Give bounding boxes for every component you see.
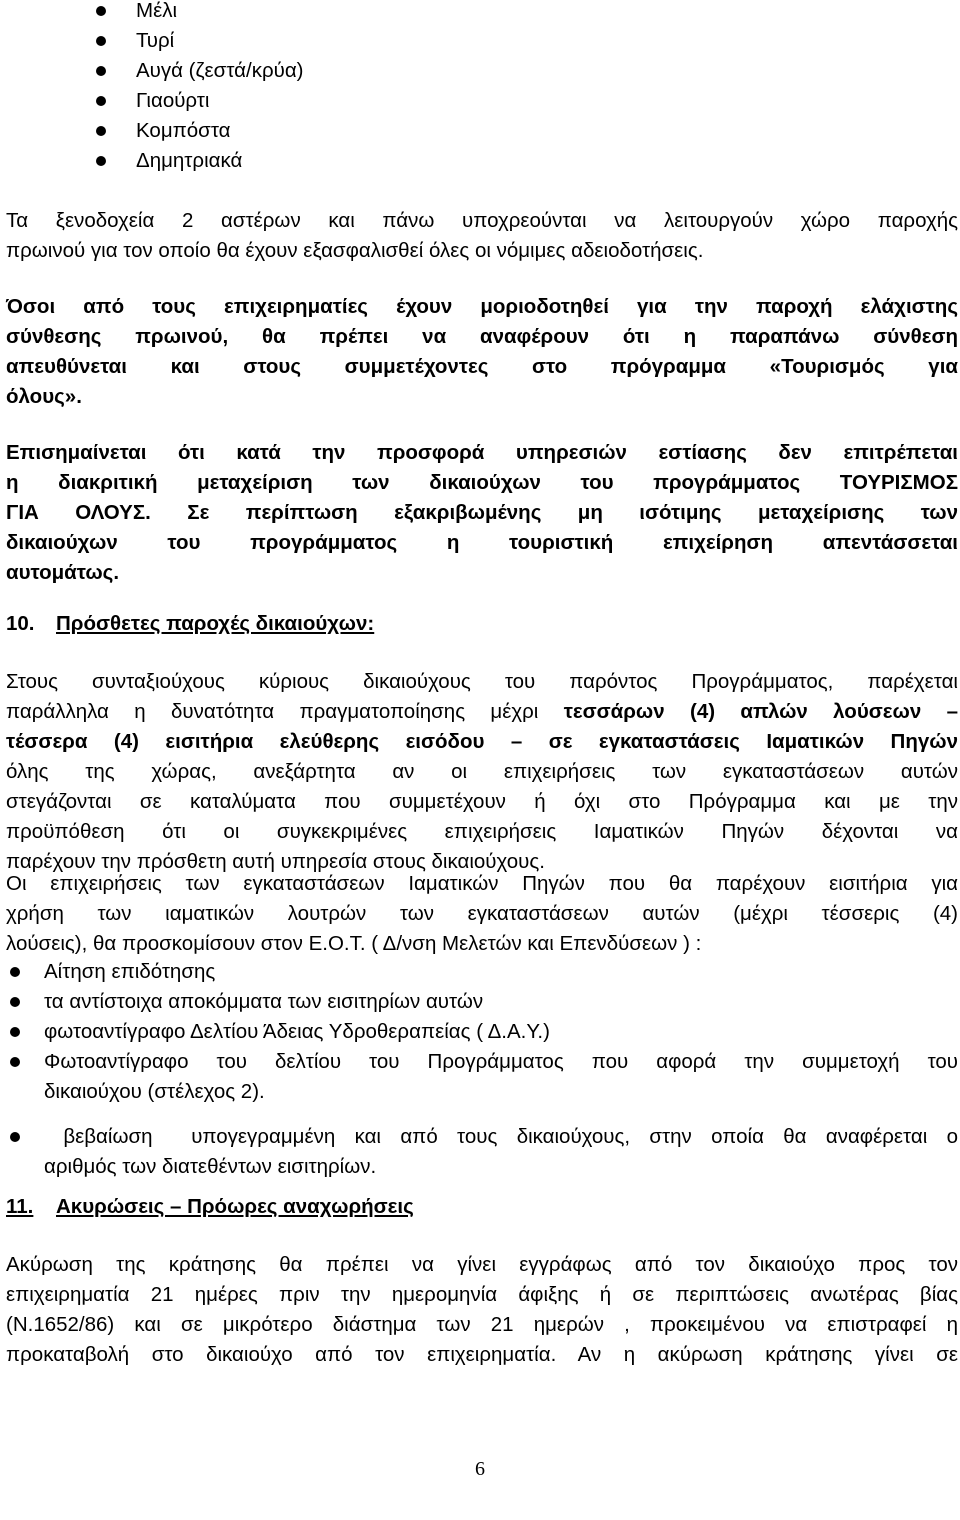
bullet-icon [10, 1027, 20, 1037]
required-documents-list [6, 957, 958, 1182]
list-item: Τυρί [96, 26, 304, 56]
list-item: Γιαούρτι [96, 86, 304, 116]
list-item: τα αντίστοιχα αποκόμματα των εισιτηρίων αυτών [6, 987, 958, 1017]
breakfast-items-list [96, 0, 304, 176]
list-item: βεβαίωση υπογεγραμμένη και από τους δικαιούχους, στην οποία θα αναφέρεται ο αριθμός των διατεθέντων εισιτηρίων. [6, 1122, 958, 1182]
bullet-icon [96, 6, 106, 16]
bullet-icon [96, 126, 106, 136]
bullet-icon [96, 156, 106, 166]
list-item: Αυγά (ζεστά/κρύα) [96, 56, 304, 86]
list-item: φωτοαντίγραφο Δελτίου Άδειας Υδροθεραπείας ( Δ.Α.Υ.) [6, 1017, 958, 1047]
bullet-icon [10, 967, 20, 977]
paragraph-equal-treatment: Επισημαίνεται ότι κατά την προσφορά υπηρεσιών εστίασης δεν επιτρέπεται η διακριτική μεταχείριση των δικαιούχων του προγράμματος ΤΟΥΡΙΣΜΟΣ ΓΙΑ ΟΛΟΥΣ. Σε περίπτωση εξακριβωμένης μη ισότιμης μεταχείρισης των δικαιούχων του προγράμματος η τουριστική επιχείρηση απεντάσσεται αυτομάτως. [6, 441, 958, 584]
bullet-icon [10, 1057, 20, 1067]
paragraph-hotel-breakfast: Τα ξενοδοχεία 2 αστέρων και πάνω υποχρεούνται να λειτουργούν χώρο παροχής πρωινού για τον οποίο θα έχουν εξασφαλισθεί όλες οι νόμιμες αδειοδοτήσεις. [6, 209, 958, 262]
list-item: Φωτοαντίγραφο του δελτίου του Προγράμματος που αφορά την συμμετοχή του δικαιούχου (στέλεχος 2). [6, 1047, 958, 1107]
paragraph-cancellations: Ακύρωση της κράτησης θα πρέπει να γίνει εγγράφως από τον δικαιούχο προς τον επιχειρηματία 21 ημέρες πριν την ημερομηνία άφιξης ή σε περιπτώσεις ανωτέρας βίας (Ν.1652/86) και σε μικρότερο διάστημα των 21 ημερών , προκειμένου να επιστραφεί η προκαταβολή στο δικαιούχο από τον επιχειρηματία. Αν η ακύρωση κράτησης γίνει σε [6, 1253, 958, 1366]
list-item: Δημητριακά [96, 146, 304, 176]
paragraph-business-notice: Όσοι από τους επιχειρηματίες έχουν μοριοδοτηθεί για την παροχή ελάχιστης σύνθεσης πρωινού, θα πρέπει να αναφέρουν ότι η παραπάνω σύνθεση απευθύνεται και στους συμμετέχοντες στο πρόγραμμα «Τουρισμός για όλους». [6, 295, 958, 408]
bullet-icon [96, 36, 106, 46]
bullet-icon [10, 997, 20, 1007]
bullet-icon [96, 96, 106, 106]
page-number: 6 [475, 1458, 485, 1480]
paragraph-spa-benefits: Στους συνταξιούχους κύριους δικαιούχους του παρόντος Προγράμματος, παρέχεται παράλληλα η δυνατότητα πραγματοποίησης μέχρι τεσσάρων (4) απλών λούσεων – τέσσερα (4) εισιτήρια ελεύθερης εισόδου – σε εγκαταστάσεις Ιαματικών Πηγών όλης της χώρας, ανεξάρτητα αν οι επιχειρήσεις των εγκαταστάσεων αυτών στεγάζονται σε καταλύματα που συμμετέχουν ή όχι στο Πρόγραμμα και με την προϋπόθεση ότι οι συγκεκριμένες επιχειρήσεις Ιαματικών Πηγών δέχονται να παρέχουν την πρόσθετη αυτή υπηρεσία στους δικαιούχους. [6, 670, 958, 873]
bullet-icon [96, 66, 106, 76]
list-item: Μέλι [96, 0, 304, 26]
bullet-icon [10, 1132, 20, 1142]
section-heading-11: 11. Ακυρώσεις – Πρόωρες αναχωρήσεις [6, 1195, 414, 1218]
paragraph-spa-submission: Οι επιχειρήσεις των εγκαταστάσεων Ιαματικών Πηγών που θα παρέχουν εισιτήρια για χρήση των ιαματικών λουτρών των εγκαταστάσεων αυτών (μέχρι τέσσερις (4) λούσεις), θα προσκομίσουν στον Ε.Ο.Τ. ( Δ/νση Μελετών και Επενδύσεων ) : [6, 872, 958, 955]
list-item: Κομπόστα [96, 116, 304, 146]
section-heading-10: 10. Πρόσθετες παροχές δικαιούχων: [6, 612, 375, 635]
list-item: Αίτηση επιδότησης [6, 957, 958, 987]
